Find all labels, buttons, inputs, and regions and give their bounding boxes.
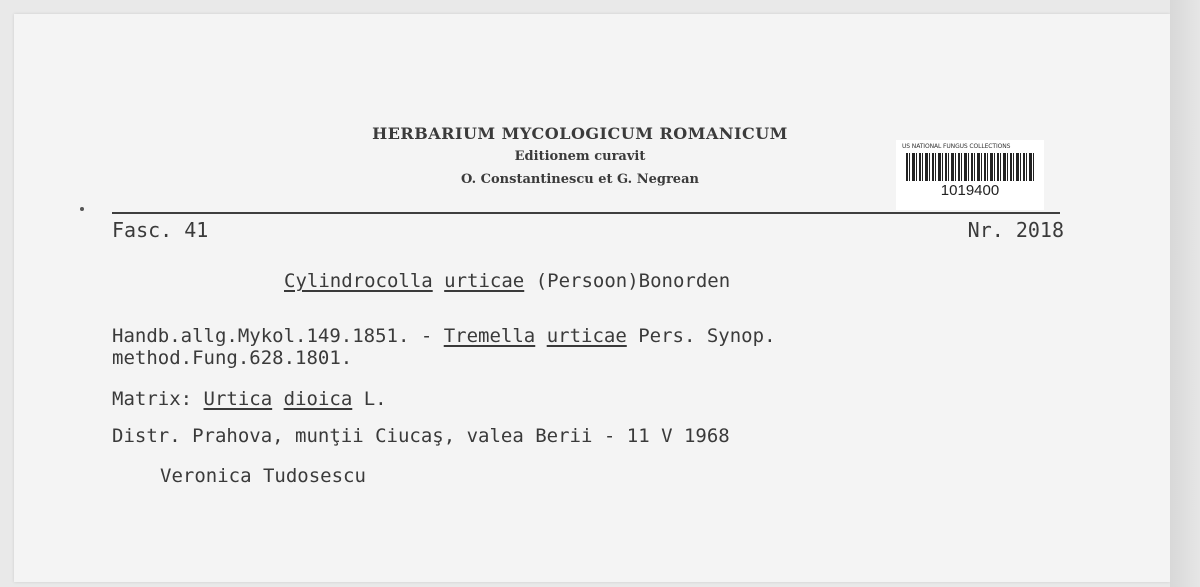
citation-line-2: method.Fung.628.1801.: [112, 347, 353, 369]
matrix-genus: Urtica: [203, 388, 273, 410]
citation-prefix: Handb.allg.Mykol.149.1851. -: [112, 325, 444, 347]
editor-names: O. Constantinescu et G. Negrean: [461, 172, 699, 187]
sheet-edge-shadow: [1170, 0, 1200, 587]
synonym-genus: Tremella: [443, 325, 536, 347]
specimen-number: Nr. 2018: [967, 218, 1064, 242]
punch-dot: [80, 207, 84, 211]
barcode-collection-name: US NATIONAL FUNGUS COLLECTIONS: [902, 143, 1011, 150]
herbarium-title: HERBARIUM MYCOLOGICUM ROMANICUM: [372, 124, 788, 143]
collector-name: Veronica Tudosescu: [160, 465, 366, 487]
barcode-number: 1019400: [940, 182, 1000, 199]
matrix-prefix: Matrix:: [112, 388, 193, 410]
synonym-epithet: urticae: [546, 325, 627, 347]
species-name: [284, 270, 730, 292]
citation-suffix: Pers. Synop.: [638, 325, 776, 347]
matrix-epithet: dioica: [283, 388, 353, 410]
species-genus: Cylindrocolla: [284, 270, 433, 292]
matrix-authority: L.: [363, 388, 387, 410]
label-header: [300, 122, 860, 192]
editor-line: Editionem curavit: [514, 149, 646, 164]
herbarium-label-sheet: [14, 14, 1170, 582]
barcode-label: [896, 140, 1044, 210]
citation-line-1: [112, 325, 776, 347]
matrix-line: [112, 388, 387, 410]
fascicle-number: Fasc. 41: [112, 218, 209, 242]
species-authority: (Persoon)Bonorden: [535, 270, 731, 292]
header-divider: [112, 212, 1060, 214]
barcode-icon: [906, 153, 1034, 181]
distribution-line: Distr. Prahova, munţii Ciucaş, valea Berii - 11 V 1968: [112, 425, 730, 447]
species-epithet: urticae: [444, 270, 525, 292]
